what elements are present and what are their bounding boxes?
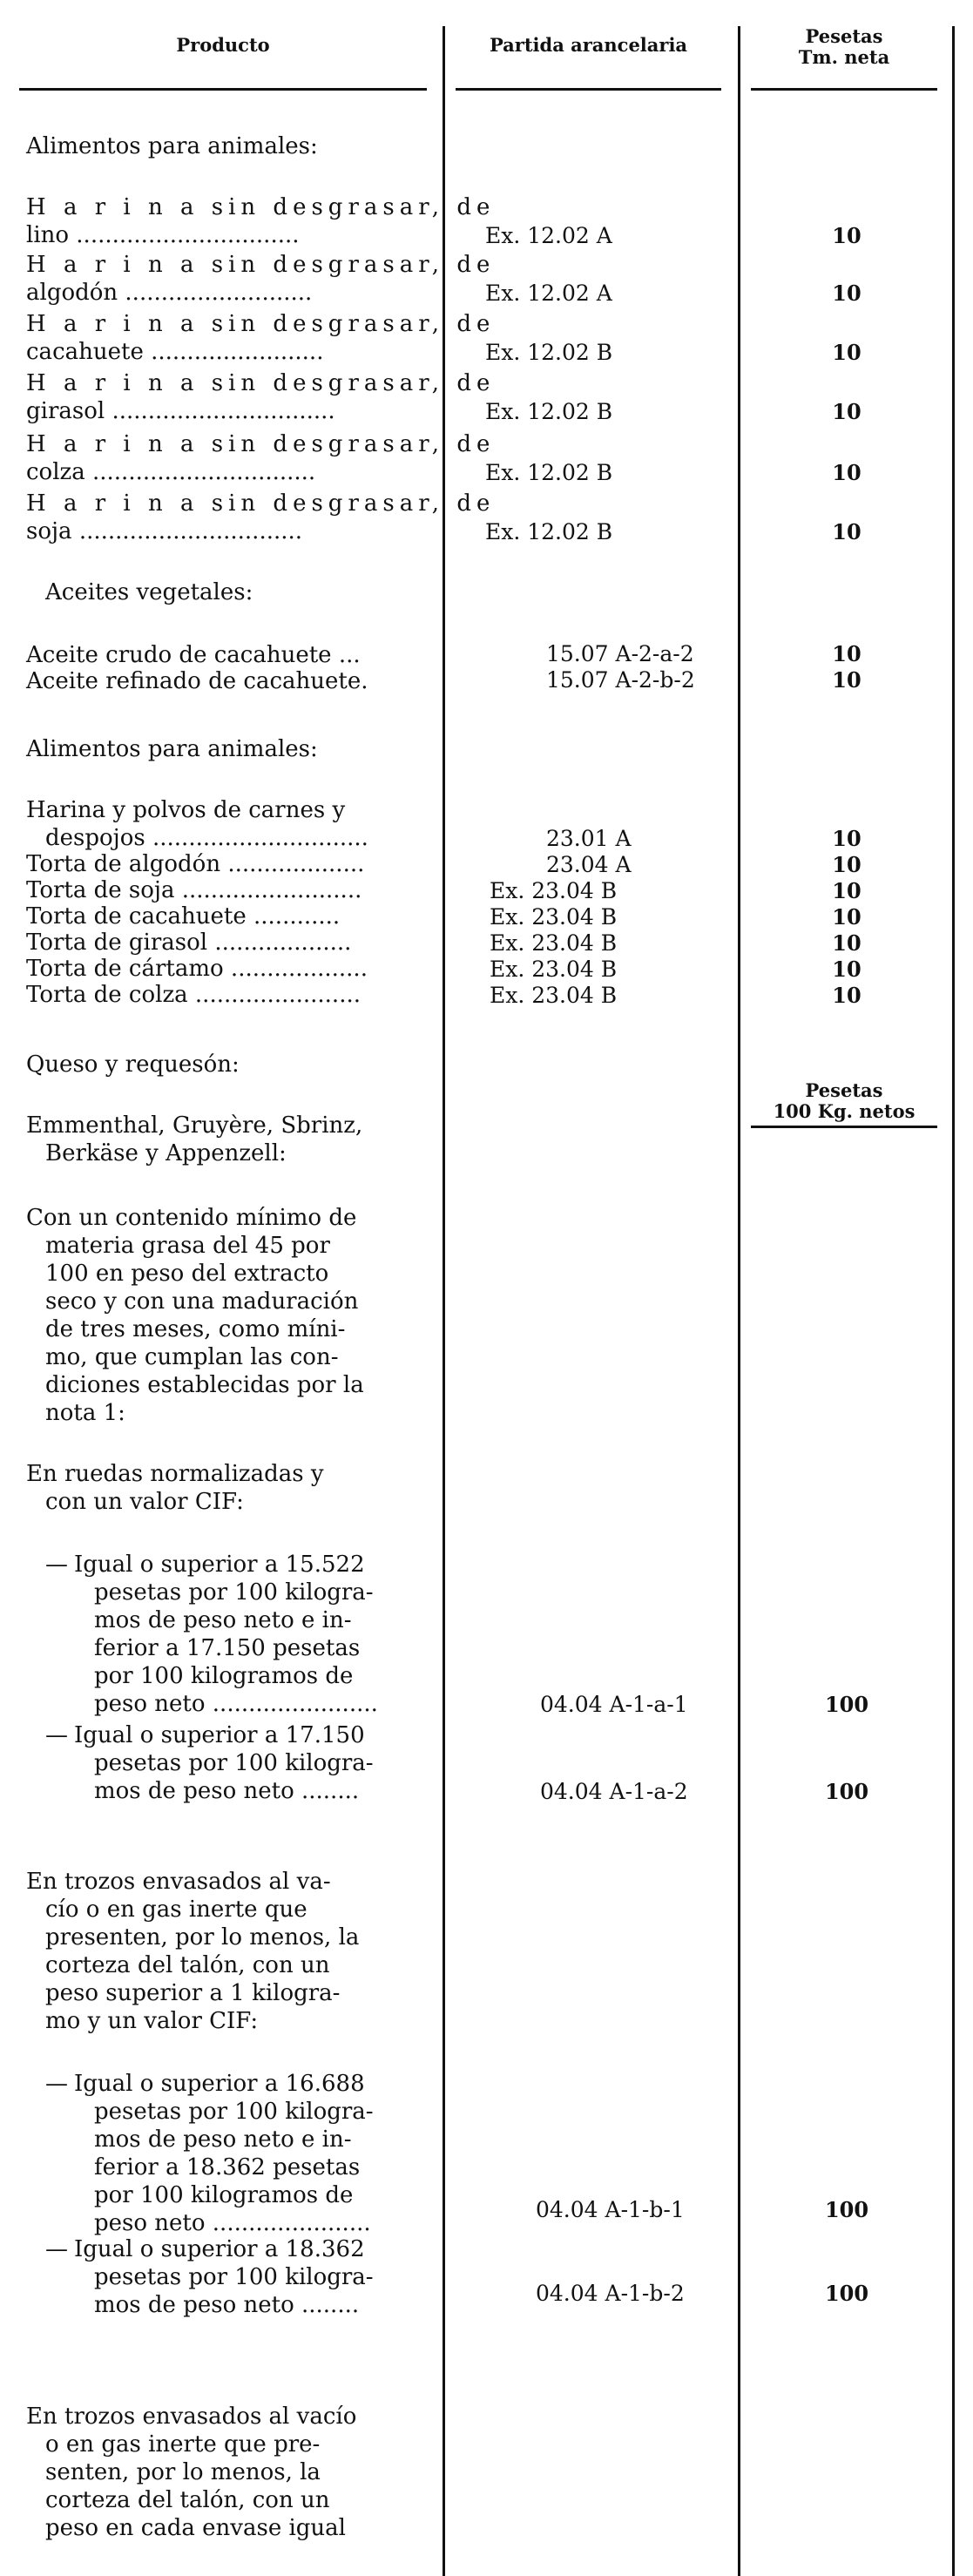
- row-label: H a r i n a sin desgrasar, de: [26, 431, 496, 457]
- torta-value: 10: [832, 878, 862, 903]
- row-value: 10: [832, 281, 862, 306]
- dash-bullet: —: [45, 2071, 68, 2097]
- para-line: En trozos envasados al va-: [26, 1869, 331, 1895]
- item-value: 100: [824, 2197, 869, 2222]
- item-line: por 100 kilogramos de: [94, 2182, 354, 2208]
- item-line: mos de peso neto ........: [94, 1778, 360, 1804]
- item-line: peso neto .......................: [94, 1691, 378, 1717]
- row-code: Ex. 12.02 B: [485, 460, 613, 485]
- subsection-heading-cont: Berkäse y Appenzell:: [45, 1140, 287, 1166]
- section-heading: Alimentos para animales:: [26, 736, 318, 762]
- row-code: 15.07 A-2-b-2: [546, 667, 695, 693]
- row-value: 10: [832, 667, 862, 693]
- item-line: mos de peso neto ........: [94, 2292, 360, 2318]
- item-code: 04.04 A-1-a-2: [540, 1779, 688, 1804]
- torta-code: Ex. 23.04 B: [490, 904, 618, 930]
- item-line: Igual o superior a 15.522: [74, 1552, 365, 1578]
- para-line: peso superior a 1 kilogra-: [45, 1980, 341, 2006]
- torta-code: Ex. 23.04 B: [490, 930, 618, 956]
- header-tm-neta: Tm. neta: [798, 46, 890, 68]
- row-label-cont: lino ...............................: [26, 222, 300, 248]
- para-line: mo y un valor CIF:: [45, 2008, 259, 2034]
- header-rule-4: [751, 1126, 937, 1128]
- row-label-cont: despojos ..............................: [45, 825, 368, 851]
- section-heading: Aceites vegetales:: [45, 579, 253, 605]
- row-label-cont: cacahuete ........................: [26, 339, 324, 365]
- row-label: Harina y polvos de carnes y: [26, 797, 346, 823]
- para-line: cío o en gas inerte que: [45, 1897, 307, 1923]
- row-label: H a r i n a sin desgrasar, de: [26, 490, 496, 517]
- header-producto: Producto: [176, 34, 270, 56]
- para-line: materia grasa del 45 por: [45, 1233, 330, 1259]
- item-line: ferior a 17.150 pesetas: [94, 1635, 361, 1661]
- torta-code: 23.04 A: [546, 852, 632, 877]
- row-code: Ex. 12.02 A: [485, 281, 612, 306]
- row-label: H a r i n a sin desgrasar, de: [26, 370, 496, 396]
- para-line: mo, que cumplan las con-: [45, 1344, 339, 1370]
- row-value: 10: [832, 460, 862, 485]
- item-line: por 100 kilogramos de: [94, 1663, 354, 1689]
- header-partida: Partida arancelaria: [489, 34, 688, 56]
- item-code: 04.04 A-1-a-1: [540, 1692, 688, 1717]
- row-label-cont: colza ...............................: [26, 459, 316, 485]
- row-code: 15.07 A-2-a-2: [546, 641, 694, 666]
- torta-label: Torta de algodón ...................: [26, 851, 365, 877]
- item-code: 04.04 A-1-b-1: [536, 2197, 685, 2222]
- row-label: H a r i n a sin desgrasar, de: [26, 311, 496, 337]
- dash-bullet: —: [45, 1722, 68, 1748]
- row-value: 10: [832, 826, 862, 851]
- dash-bullet: —: [45, 1552, 68, 1578]
- para-line: corteza del talón, con un: [45, 2487, 330, 2513]
- row-code: Ex. 12.02 B: [485, 519, 613, 544]
- item-line: Igual o superior a 18.362: [74, 2236, 365, 2262]
- para-line: peso en cada envase igual: [45, 2515, 346, 2541]
- item-line: mos de peso neto e in-: [94, 1607, 352, 1633]
- torta-value: 10: [832, 930, 862, 956]
- item-line: peso neto ......................: [94, 2210, 371, 2236]
- torta-label: Torta de colza .......................: [26, 982, 361, 1008]
- torta-label: Torta de cártamo ...................: [26, 956, 368, 982]
- section-heading: Queso y requesón:: [26, 1051, 240, 1078]
- subsection-heading: Emmenthal, Gruyère, Sbrinz,: [26, 1112, 363, 1139]
- torta-value: 10: [832, 852, 862, 877]
- item-line: pesetas por 100 kilogra-: [94, 2264, 374, 2290]
- para-line: seco y con una maduración: [45, 1288, 359, 1315]
- para-line: corteza del talón, con un: [45, 1952, 330, 1978]
- section-heading: Alimentos para animales:: [26, 133, 318, 159]
- row-value: 10: [832, 223, 862, 248]
- item-line: pesetas por 100 kilogra-: [94, 1750, 374, 1776]
- para-line: o en gas inerte que pre-: [45, 2431, 321, 2458]
- item-value: 100: [824, 1692, 869, 1717]
- dash-bullet: —: [45, 2236, 68, 2262]
- para-line: presenten, por lo menos, la: [45, 1924, 360, 1951]
- torta-value: 10: [832, 904, 862, 930]
- item-line: pesetas por 100 kilogra-: [94, 2099, 374, 2125]
- row-code: Ex. 12.02 B: [485, 399, 613, 424]
- item-line: pesetas por 100 kilogra-: [94, 1579, 374, 1606]
- row-value: 10: [832, 399, 862, 424]
- row-label: Aceite crudo de cacahuete ...: [26, 642, 361, 668]
- torta-value: 10: [832, 957, 862, 982]
- row-label: Aceite refinado de cacahuete.: [26, 668, 368, 694]
- header-100kg: 100 Kg. netos: [773, 1100, 916, 1122]
- torta-label: Torta de girasol ...................: [26, 930, 352, 956]
- torta-value: 10: [832, 983, 862, 1008]
- torta-code: Ex. 23.04 B: [490, 983, 618, 1008]
- row-label: H a r i n a sin desgrasar, de: [26, 252, 496, 278]
- row-code: 23.01 A: [546, 826, 632, 851]
- row-value: 10: [832, 641, 862, 666]
- para-line: diciones establecidas por la: [45, 1372, 364, 1398]
- row-code: Ex. 12.02 A: [485, 223, 612, 248]
- column-divider-3: [952, 26, 955, 2576]
- column-divider-2: [738, 26, 740, 2576]
- item-value: 100: [824, 1779, 869, 1804]
- item-line: ferior a 18.362 pesetas: [94, 2154, 361, 2180]
- torta-label: Torta de cacahuete ............: [26, 903, 341, 930]
- item-value: 100: [824, 2281, 869, 2306]
- item-line: mos de peso neto e in-: [94, 2126, 352, 2153]
- header-rule-1: [19, 88, 427, 91]
- para-line: con un valor CIF:: [45, 1489, 244, 1515]
- para-line: En trozos envasados al vacío: [26, 2404, 357, 2430]
- row-label-cont: algodón ..........................: [26, 280, 313, 306]
- para-line: Con un contenido mínimo de: [26, 1205, 357, 1231]
- header-rule-2: [456, 88, 721, 91]
- item-line: Igual o superior a 17.150: [74, 1722, 365, 1748]
- header-pesetas-2: Pesetas: [805, 1079, 883, 1101]
- column-divider-1: [443, 26, 445, 2576]
- torta-code: Ex. 23.04 B: [490, 878, 618, 903]
- header-rule-3: [751, 88, 937, 91]
- row-label: H a r i n a sin desgrasar, de: [26, 194, 496, 220]
- para-line: senten, por lo menos, la: [45, 2459, 321, 2485]
- row-code: Ex. 12.02 B: [485, 340, 613, 365]
- row-label-cont: soja ...............................: [26, 518, 303, 544]
- para-line: nota 1:: [45, 1400, 125, 1426]
- para-line: En ruedas normalizadas y: [26, 1461, 324, 1487]
- item-line: Igual o superior a 16.688: [74, 2071, 365, 2097]
- item-code: 04.04 A-1-b-2: [536, 2281, 685, 2306]
- para-line: de tres meses, como míni-: [45, 1316, 346, 1342]
- header-pesetas: Pesetas: [805, 25, 883, 47]
- row-value: 10: [832, 340, 862, 365]
- torta-code: Ex. 23.04 B: [490, 957, 618, 982]
- torta-label: Torta de soja .........................: [26, 877, 362, 903]
- row-value: 10: [832, 519, 862, 544]
- para-line: 100 en peso del extracto: [45, 1261, 329, 1287]
- row-label-cont: girasol ...............................: [26, 398, 335, 424]
